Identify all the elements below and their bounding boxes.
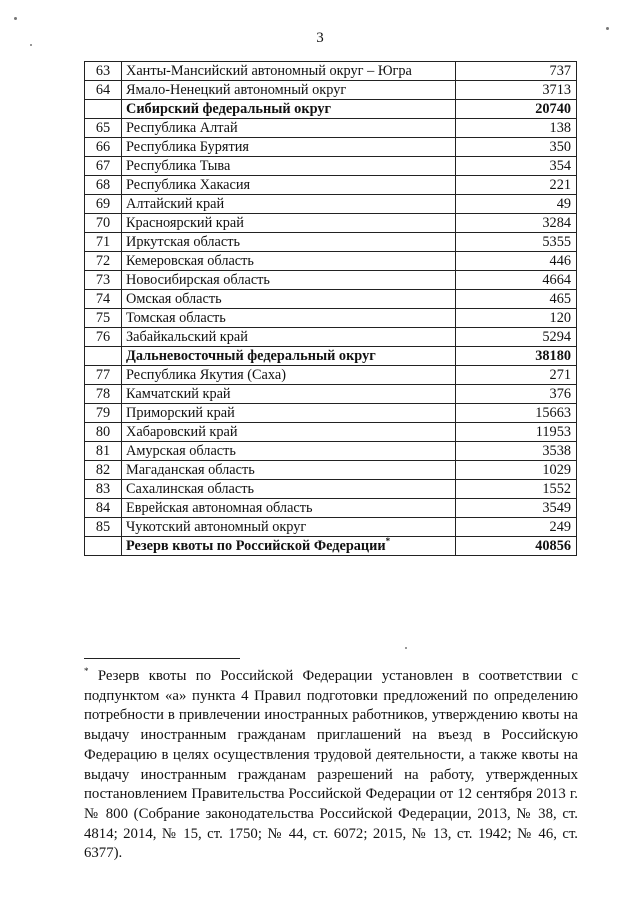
row-number: 65 [85,119,122,138]
region-name-text: Резерв квоты по Российской Федерации [126,537,386,554]
region-name [122,347,456,366]
row-number: 71 [85,233,122,252]
region-name [122,100,456,119]
region-name-text: Республика Тыва [126,157,231,174]
row-number: 82 [85,461,122,480]
quota-value: 446 [456,252,577,271]
table-row [85,81,577,100]
table-row [85,442,577,461]
table-row [85,138,577,157]
row-number: 68 [85,176,122,195]
region-name-text: Республика Алтай [126,119,238,136]
scan-speck [606,27,609,30]
footnote-mark: * [84,666,89,677]
region-name [122,385,456,404]
region-name-text: Республика Хакасия [126,176,251,193]
scan-speck [30,44,32,46]
quota-value: 3713 [456,81,577,100]
table-row [85,271,577,290]
quota-value: 1552 [456,480,577,499]
quota-value: 350 [456,138,577,157]
table-row [85,385,577,404]
quota-value: 5355 [456,233,577,252]
quota-value: 20740 [456,100,577,119]
table-row [85,176,577,195]
row-number: 85 [85,518,122,537]
row-number: 80 [85,423,122,442]
quota-value: 465 [456,290,577,309]
region-name-text: Камчатский край [126,385,231,402]
region-name-text: Амурская область [126,442,236,459]
row-number: 72 [85,252,122,271]
region-name-text: Дальневосточный федеральный округ [126,347,376,364]
region-name [122,366,456,385]
region-name [122,499,456,518]
region-name [122,518,456,537]
table-row [85,309,577,328]
quota-value: 221 [456,176,577,195]
row-number: 70 [85,214,122,233]
quota-value: 38180 [456,347,577,366]
quota-value: 11953 [456,423,577,442]
table-row [85,480,577,499]
row-number: 77 [85,366,122,385]
row-number: 67 [85,157,122,176]
quota-value: 4664 [456,271,577,290]
quota-value: 376 [456,385,577,404]
region-name [122,214,456,233]
row-number: 83 [85,480,122,499]
scan-speck [14,17,17,20]
row-number [85,347,122,366]
table-row [85,518,577,537]
region-name-text: Сибирский федеральный округ [126,100,331,117]
row-number: 73 [85,271,122,290]
region-name [122,62,456,81]
region-name-text: Ханты-Мансийский автономный округ – Югра [126,62,412,79]
table-row [85,157,577,176]
quota-value: 354 [456,157,577,176]
row-number: 84 [85,499,122,518]
region-name-text: Кемеровская область [126,252,254,269]
region-name [122,271,456,290]
quota-value: 3549 [456,499,577,518]
region-name [122,442,456,461]
table-row [85,328,577,347]
quota-value: 249 [456,518,577,537]
row-number: 79 [85,404,122,423]
quota-value: 15663 [456,404,577,423]
quota-table [84,61,577,556]
row-number: 69 [85,195,122,214]
row-number [85,537,122,556]
quota-table-body [85,62,577,556]
quota-value: 120 [456,309,577,328]
row-number: 81 [85,442,122,461]
region-name-text: Томская область [126,309,226,326]
region-name-text: Новосибирская область [126,271,270,288]
table-row-subtotal [85,537,577,556]
table-row [85,290,577,309]
region-name-text: Чукотский автономный округ [126,518,307,535]
region-name [122,157,456,176]
region-name [122,138,456,157]
table-row [85,233,577,252]
row-number: 78 [85,385,122,404]
region-name [122,233,456,252]
scan-speck [405,647,407,649]
footnote-text: Резерв квоты по Российской Федерации установлен в соответствии с подпунктом «а» пункта 4 Правил подготовки предложений по определению потребности в привлечении иностранных работников, утверждению квоты на выдачу иностранным гражданам приглашений на въезд в Российскую Федерацию в целях осуществления трудовой деятельности, а также квоты на выдачу иностранным гражданам разрешений на работу, утвержденных постановлением Правительства Российской Федерации от 12 сентября 2013 г. № 800 (Собрание законодательства Российской Федерации, 2013, № 38, ст. 4814; 2014, № 15, ст. 1750; № 44, ст. 6072; 2015, № 13, ст. 1942; № 46, ст. 6377). [84,668,578,862]
table-row [85,62,577,81]
region-name [122,252,456,271]
region-name-text: Еврейская автономная область [126,499,313,516]
region-name [122,309,456,328]
region-name-text: Хабаровский край [126,423,238,440]
row-number: 66 [85,138,122,157]
region-name [122,423,456,442]
region-name-text: Иркутская область [126,233,241,250]
row-number: 75 [85,309,122,328]
region-name [122,81,456,100]
quota-value: 3284 [456,214,577,233]
quota-value: 271 [456,366,577,385]
quota-value: 138 [456,119,577,138]
table-row [85,252,577,271]
region-name-text: Омская область [126,290,222,307]
region-name [122,537,456,556]
table-row [85,119,577,138]
region-name-text: Республика Бурятия [126,138,249,155]
table-row [85,404,577,423]
quota-value: 3538 [456,442,577,461]
table-row [85,499,577,518]
region-name [122,119,456,138]
region-name [122,461,456,480]
quota-value: 737 [456,62,577,81]
region-name-text: Республика Якутия (Саха) [126,366,286,383]
footnote-reference-mark: * [385,536,391,546]
region-name-text: Магаданская область [126,461,255,478]
table-row [85,195,577,214]
table-row [85,214,577,233]
region-name [122,195,456,214]
region-name [122,176,456,195]
quota-value: 5294 [456,328,577,347]
region-name-text: Забайкальский край [126,328,248,345]
quota-value: 49 [456,195,577,214]
quota-value: 1029 [456,461,577,480]
region-name-text: Красноярский край [126,214,244,231]
table-row [85,366,577,385]
region-name-text: Сахалинская область [126,480,254,497]
row-number: 74 [85,290,122,309]
region-name-text: Алтайский край [126,195,225,212]
row-number: 76 [85,328,122,347]
table-row [85,423,577,442]
row-number [85,100,122,119]
region-name [122,480,456,499]
table-row-subtotal [85,100,577,119]
page-number: 3 [316,30,324,46]
row-number: 64 [85,81,122,100]
region-name [122,404,456,423]
table-row [85,461,577,480]
region-name [122,290,456,309]
row-number: 63 [85,62,122,81]
table-row-subtotal [85,347,577,366]
region-name-text: Ямало-Ненецкий автономный округ [126,81,347,98]
region-name-text: Приморский край [126,404,235,421]
region-name [122,328,456,347]
footnote-divider [84,658,240,659]
quota-value: 40856 [456,537,577,556]
footnote [84,667,578,864]
